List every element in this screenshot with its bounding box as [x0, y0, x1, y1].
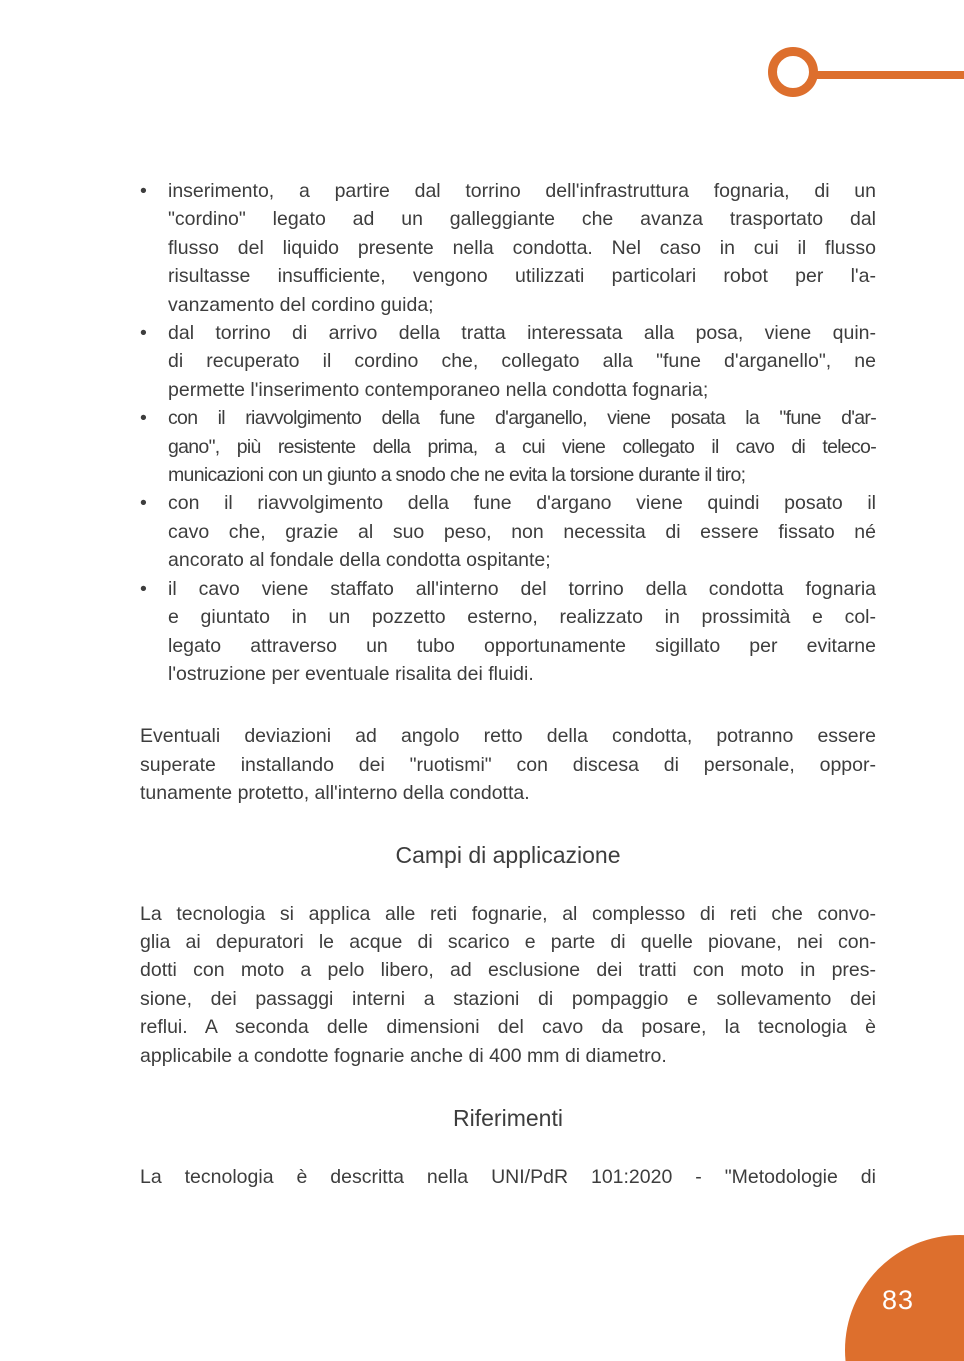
- page-number-circle: [845, 1235, 964, 1361]
- paragraph-campi-di-applicazione: La tecnologia si applica alle reti fognarie, al complesso di reti che convo- glia ai depuratori le acque di scarico e parte di quelle piovane, nei con- dotti con moto a pelo libero, ad esclusione dei tratti con moto in pres- sione, dei passaggi interni a stazioni di pompaggio e sollevamento dei reflui. A seconda delle dimensioni del cavo da posare, la tecnologia è applicabile a condotte fognarie anche di 400 mm di diametro.: [140, 902, 876, 1067]
- section-heading-riferimenti: Riferimenti: [453, 1104, 563, 1131]
- page-content: [140, 177, 876, 1191]
- page-number: 83: [882, 1285, 915, 1315]
- list-item: [140, 177, 876, 319]
- bullet-icon: •: [140, 322, 147, 345]
- list-item: [140, 319, 876, 404]
- bullet-text: dal torrino di arrivo della tratta interessata alla posa, viene quin- di recuperato il cordino che, collegato alla "fune d'arganello", ne permette l'inserimento contemporaneo nella condotta fognaria;: [168, 322, 876, 401]
- bullet-text: con il riavvolgimento della fune d'argano viene quindi posato il cavo che, grazie al suo peso, non necessita di essere fissato né ancorato al fondale della condotta ospitante;: [168, 492, 876, 572]
- bullet-icon: •: [140, 180, 147, 202]
- bullet-list: [140, 177, 876, 688]
- bullet-icon: •: [140, 577, 147, 600]
- section-heading-campi: Campi di applicazione: [395, 841, 621, 868]
- bullet-icon: •: [140, 492, 147, 515]
- bullet-text: inserimento, a partire dal torrino dell'infrastruttura fognaria, di un "cordino" legato ad un galleggiante che avanza trasportato dal flusso del liquido presente nella condotta. Nel caso in cui il flusso risultasse insufficiente, vengono utilizzati particolari robot per l'a- vanzamento del cordino guida;: [168, 180, 876, 316]
- bullet-icon: •: [140, 407, 147, 430]
- paragraph-deviazioni: Eventuali deviazioni ad angolo retto della condotta, potranno essere superate installando dei "ruotismi" con discesa di personale, oppor- tunamente protetto, all'interno della condotta.: [140, 725, 876, 805]
- paragraph-riferimenti: La tecnologia è descritta nella UNI/PdR 101:2020 - "Metodologie di: [140, 1165, 876, 1188]
- horizontal-rule-decoration: [816, 71, 964, 79]
- list-item: [140, 489, 876, 574]
- list-item: [140, 404, 876, 489]
- ring-icon: [768, 47, 818, 97]
- list-item: [140, 575, 876, 689]
- bullet-text: con il riavvolgimento della fune d'arganello, viene posata la "fune d'ar- gano", più resistente della prima, a cui viene collegato il cavo di teleco- municazioni con un giunto a snodo che ne evita la torsione durante il tiro;: [168, 407, 876, 487]
- bullet-text: il cavo viene staffato all'interno del torrino della condotta fognaria e giuntato in un pozzetto esterno, realizzato in prossimità e col- legato attraverso un tubo opportunamente sigillato per evitarne l'ostruzione per eventuale risalita dei fluidi.: [168, 577, 876, 685]
